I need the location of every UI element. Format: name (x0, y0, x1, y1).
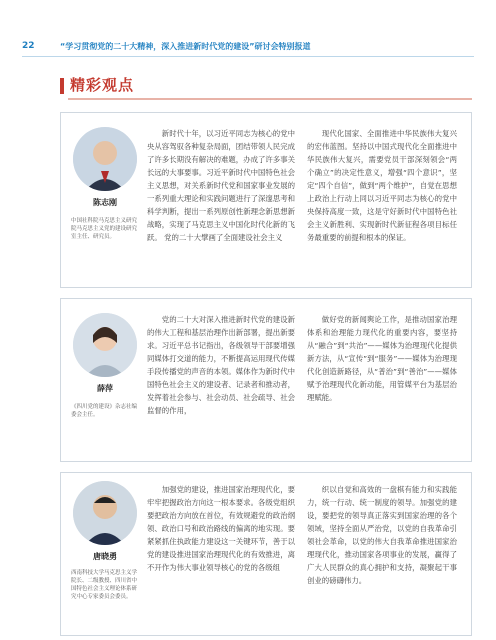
portrait-photo (73, 313, 137, 377)
person-title: 西南科技大学马克思主义学院长、二级教授、四川省中国特色社会主义理论体系研究中心专家委员会委员。 (71, 570, 138, 600)
page-headline: “学习贯彻党的二十大精神，深入推进新时代党的建设”研讨会特别报道 (60, 42, 311, 51)
section-header (60, 74, 472, 108)
text-column-left (147, 313, 295, 417)
person-title: 中国社科院马克思主义研究院马克思主义党的建设研究室主任、研究员。 (71, 218, 138, 240)
text-column-left (147, 127, 295, 244)
paragraph: 织以自觉和高效的一盘棋有能力和实践能力，统一行动、统一制度的领导。加强党的建设，要把党的领导真正落实到国家治理的各个领域，坚持全面从严治党，以党的自我革命引领社会革命，以党的伟大自我革命推进国家治理现代化，推动国家各项事业的发展，赢得了广大人民群众的真心拥护和支持，凝聚起干事创业的磅礴伟力。 (307, 485, 457, 585)
section-marker (60, 78, 64, 94)
text-column-right (307, 127, 457, 244)
person-name: 薛萍 (97, 384, 113, 393)
section-divider (68, 98, 472, 100)
portrait-photo (73, 481, 137, 545)
section-title: 精彩观点 (70, 76, 135, 94)
text-column-left (147, 483, 295, 574)
person-name: 唐晓勇 (93, 552, 117, 561)
portrait-photo (73, 127, 137, 191)
viewpoint-card-3 (60, 472, 472, 636)
page-header (0, 0, 496, 56)
paragraph: 做好党的新闻舆论工作，是推动国家治理体系和治理能力现代化的重要内容，要坚持从“融合”到“共治”——媒体为治理现代化提供新方法，从“宣传”到“服务”——媒体为治理现代化创造新路径，从“普治”到“善治”——媒体赋予治理现代化新动能，用管媒平台为基层治理赋能。 (307, 315, 457, 402)
text-column-right (307, 313, 457, 404)
person-title: 《四川党的建设》杂志社编委会主任。 (71, 404, 138, 418)
viewpoint-card-1 (60, 112, 472, 288)
paragraph: 加强党的建设，推进国家治理现代化，要牢牢把握政治方向这一根本要求。各级党组织要把政治方向放在首位，有效规避党的政治纲领、政治口号和政治路线的偏离的地实现。要紧紧抓住执政能力建设这一关键环节，善于以党的建设推进国家治理现代化的有效推进，离不开作为伟大事业领导核心的党的各级组 (147, 485, 295, 572)
paragraph: 新时代十年，以习近平同志为核心的党中央从容驾驭各种复杂局面，团结带领人民完成了许多长期没有解决的难题，办成了许多事关长远的大事要事。习近平新时代中国特色社会主义思想，对关系新时代党和国家事业发展的一系列重大理论和实践问题进行了深邃思考和科学判断，提出一系列原创性新理念新思想新战略，实现了马克思主义中国化时代化新的飞跃。 党的二十大擘画了全面建设社会主义 (147, 129, 295, 242)
paragraph: 现代化国家、全面推进中华民族伟大复兴的宏伟蓝图。坚持以中国式现代化全面推进中华民族伟大复兴，需要党员干部深刻领会“两个确立”的决定性意义，增强“四个意识”，坚定“四个自信”，做到“两个维护”，自觉在思想上政治上行动上同以习近平同志为核心的党中央保持高度一致，这是守好新时代中国特色社会主义新胜利、实现新时代新征程各项目标任务最重要的前提和根本的保证。 (307, 129, 457, 242)
viewpoint-card-2 (60, 298, 472, 462)
text-column-right (307, 483, 457, 587)
page-number: 22 (22, 41, 35, 51)
header-divider (22, 56, 474, 57)
person-name: 陈志刚 (93, 198, 117, 207)
paragraph: 党的二十大对深入推进新时代党的建设新的伟大工程和基层治理作出新部署，提出新要求。习近平总书记指出，各级领导干部要增强同媒体打交道的能力，不断提高运用现代传媒手段传播党的声音的本领。媒体作为新时代中国特色社会主义的建设者、记录者和推动者，发挥着社会参与、社会动员、社会疏导、社会监督的作用， (147, 315, 295, 415)
